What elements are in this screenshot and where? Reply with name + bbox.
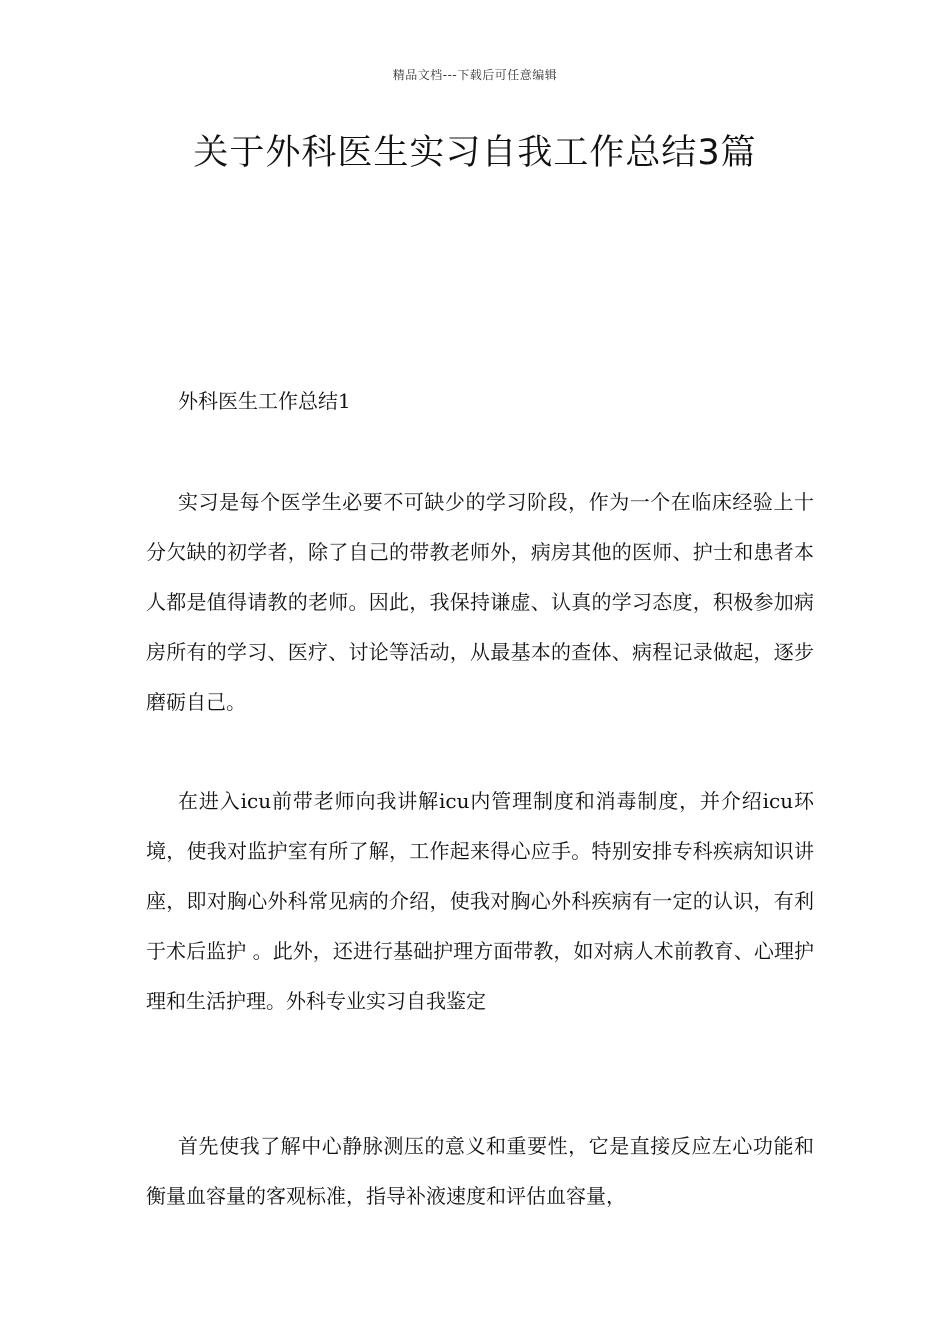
document-title: 关于外科医生实习自我工作总结3篇 — [193, 133, 757, 173]
paragraph-3: 首先使我了解中心静脉测压的意义和重要性，它是直接反应左心功能和衡量血容量的客观标准，指导补液速度和评估血容量， — [146, 1134, 814, 1208]
section-heading: 外科医生工作总结1 — [178, 389, 351, 413]
paragraph-1: 实习是每个医学生必要不可缺少的学习阶段，作为一个在临床经验上十分欠缺的初学者，除了自己的带教老师外，病房其他的医师、护士和患者本人都是值得请教的老师。因此，我保持谦虚、认真的学习态度，积极参加病房所有的学习、医疗、讨论等活动，从最基本的查体、病程记录做起，逐步磨砺自己。 — [146, 490, 814, 714]
header-note: 精品文档---下载后可任意编辑 — [392, 68, 558, 82]
paragraph-2: 在进入icu前带老师向我讲解icu内管理制度和消毒制度，并介绍icu环境，使我对监护室有所了解，工作起来得心应手。特别安排专科疾病知识讲座，即对胸心外科常见病的介绍，使我对胸心外科疾病有一定的认识，有利于术后监护 。此外，还进行基础护理方面带教，如对病人术前教育、心理护理和生活护理。外科专业实习自我鉴定 — [146, 789, 814, 1013]
